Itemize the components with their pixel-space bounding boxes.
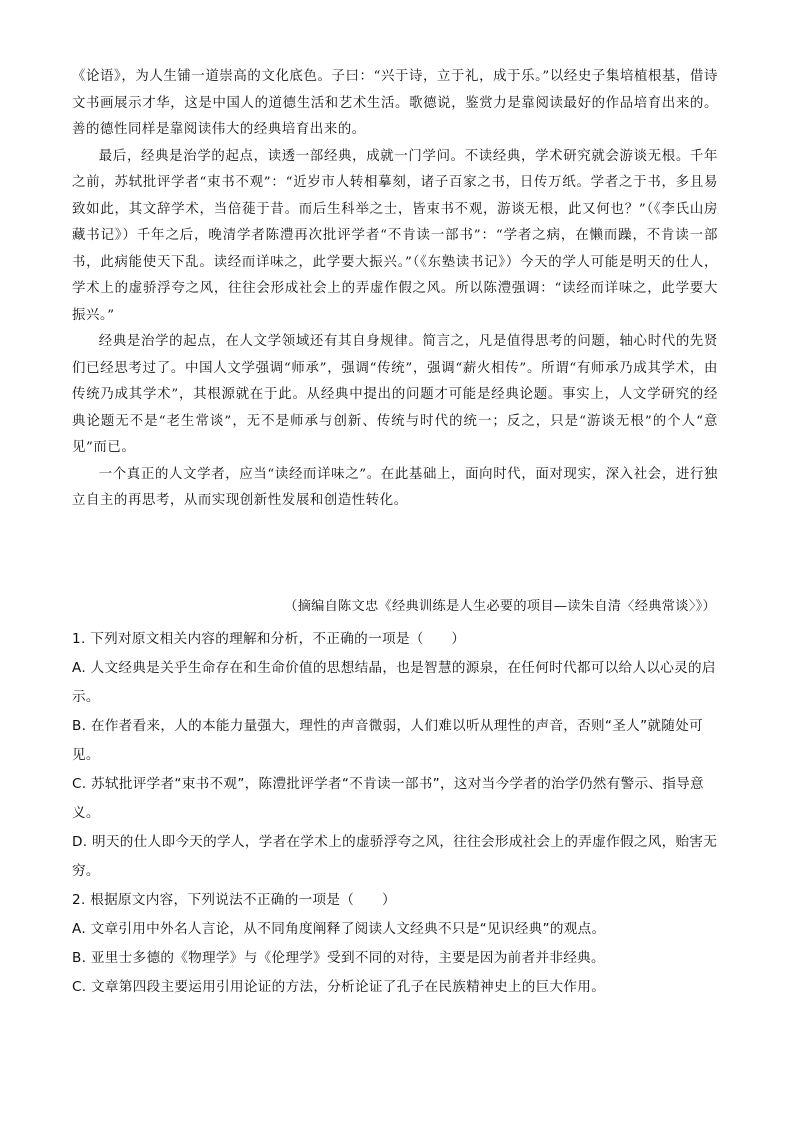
source-citation: （摘编自陈文忠《经典训练是人生必要的项目—读朱自清〈经典常谈〉》） [284,599,716,614]
question-2-stem: 2. 根据原文内容，下列说法不正确的一项是（ ） [72,892,396,908]
passage-paragraph-3: 经典是治学的起点，在人文学领域还有其自身规律。简言之，凡是值得思考的问题，轴心时代的先贤们已经思考过了。中国人文学强调“师承”，强调“传统”，强调“薪火相传”。所谓“有师承乃成其学术，由传统乃成其学术”，其根源就在于此。从经典中提出的问题才可能是经典论题。事实上，人文学研究的经典论题无不是“老生常谈”，无不是师承与创新、传统与时代的统一；反之，只是“游谈无根”的个人“意见”而已。 [72,334,718,455]
question-1-option-a: A. 人文经典是关乎生命存在和生命价值的思想结晶，也是智慧的源泉，在任何时代都可以给人以心灵的启示。 [72,660,716,705]
question-1-stem: 1. 下列对原文相关内容的理解和分析，不正确的一项是（ ） [72,631,466,647]
question-2-option-a: A. 文章引用中外名人言论，从不同角度阐释了阅读人文经典不只是“见识经典”的观点。 [72,921,606,937]
question-section [72,625,720,1002]
question-1-option-d: D. 明天的仕人即今天的学人，学者在学术上的虚骄浮夸之风，往往会形成社会上的弄虚作假之风，贻害无穷。 [72,834,718,879]
passage-paragraph-2: 最后，经典是治学的起点，读透一部经典，成就一门学问。不读经典，学术研究就会游谈无根。千年之前，苏轼批评学者“束书不观”：“近岁市人转相摹刻，诸子百家之书，日传万纸。学者之于书，多且易致如此，其文辞学术，当倍蓰于昔。而后生科举之士，皆束书不观，游谈无根，此又何也？”（《李氏山房藏书记》）千年之后，晚清学者陈澧再次批评学者“不肯读一部书”：“学者之病，在懒而躁，不肯读一部书，此病能使天下乱。读经而详味之，此学要大振兴。”（《东塾读书记》）今天的学人可能是明天的仕人，学术上的虚骄浮夸之风，往往会形成社会上的弄虚作假之风。所以陈澧强调：“读经而详味之，此学要大振兴。” [72,148,718,323]
passage-paragraph-1: 《论语》，为人生铺一道崇高的文化底色。子曰：“兴于诗，立于礼，成于乐。”以经史子集培植根基，借诗文书画展示才华，这是中国人的道德生活和艺术生活。歌德说，鉴赏力是靠阅读最好的作品培育出来的。善的德性同样是靠阅读伟大的经典培育出来的。 [72,69,718,137]
reading-passage [72,64,718,515]
question-1-option-b: B. 在作者看来，人的本能力量强大，理性的声音微弱，人们难以听从理性的声音，否则“圣人”就随处可见。 [72,718,703,763]
question-2-option-c: C. 文章第四段主要运用引用论证的方法，分析论证了孔子在民族精神史上的巨大作用。 [72,979,606,995]
passage-paragraph-4: 一个真正的人文学者，应当“读经而详味之”。在此基础上，面向时代，面对现实，深入社会，进行独立自主的再思考，从而实现创新性发展和创造性转化。 [72,466,718,508]
question-2-option-b: B. 亚里士多德的《物理学》与《伦理学》受到不同的对待，主要是因为前者并非经典。 [72,950,605,966]
question-1-option-c: C. 苏轼批评学者“束书不观”，陈澧批评学者“不肯读一部书”，这对当今学者的治学仍然有警示、指导意义。 [72,776,704,821]
